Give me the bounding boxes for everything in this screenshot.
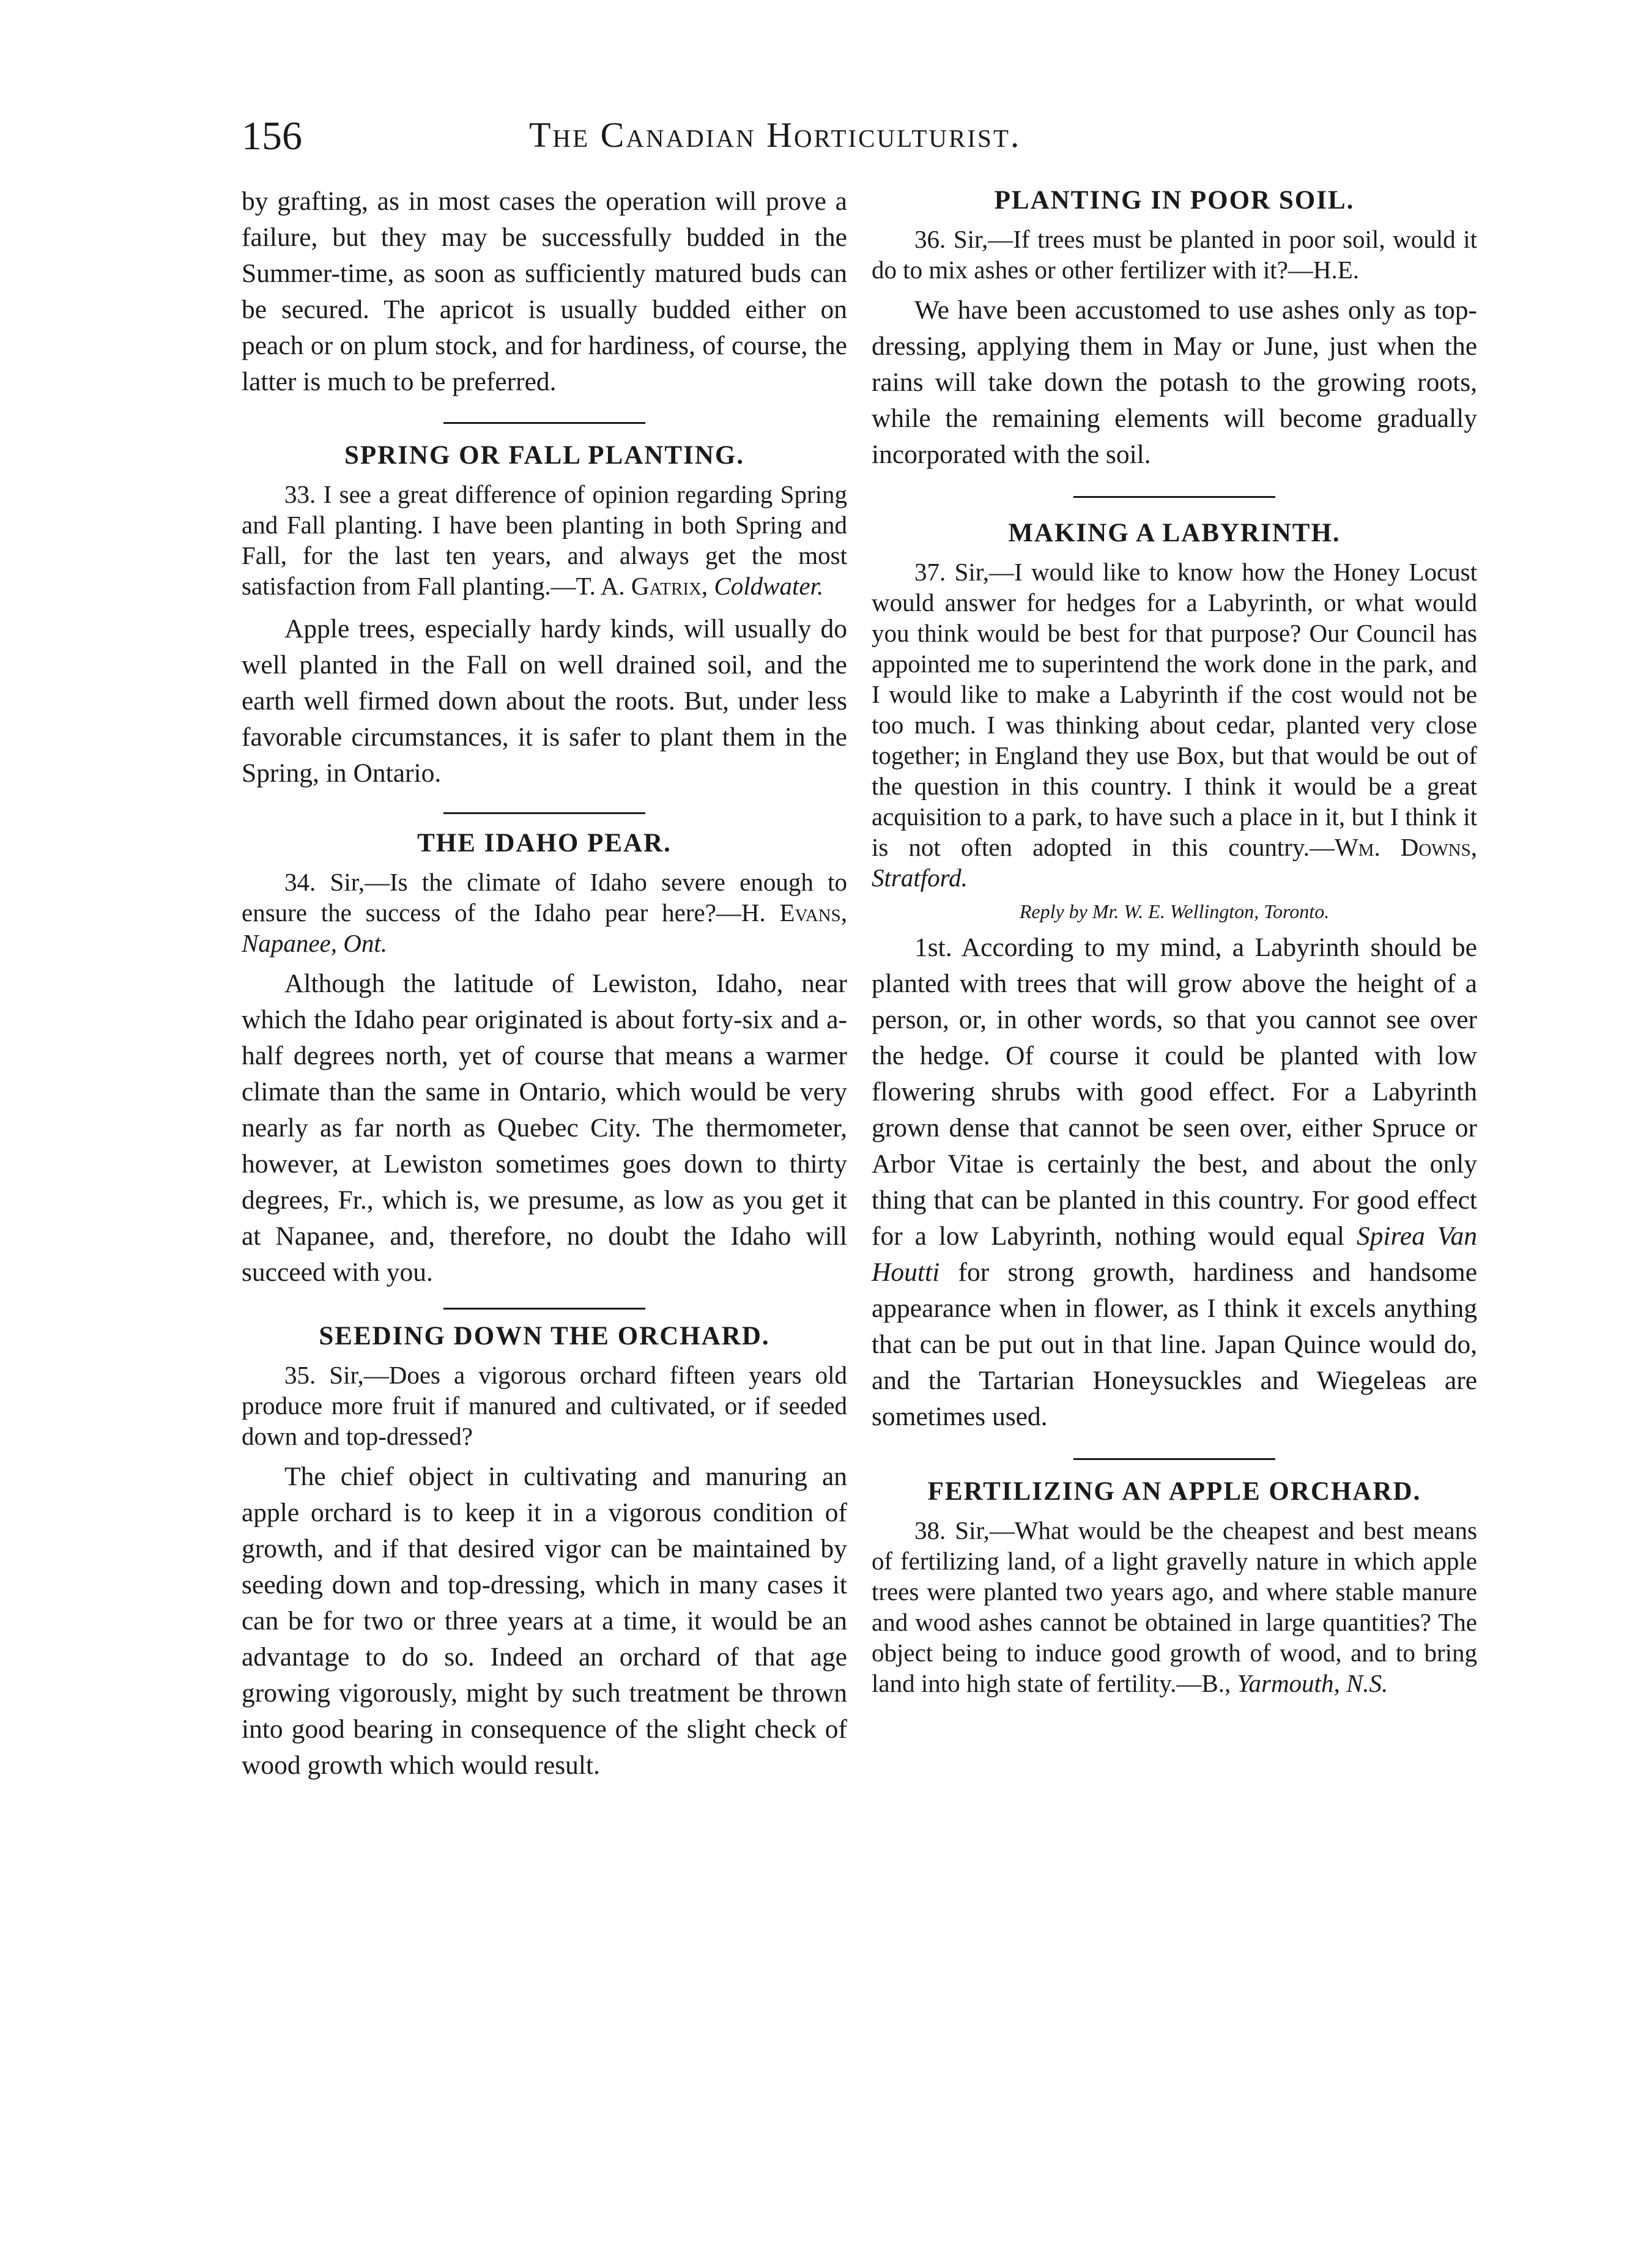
- section-34: [242, 826, 847, 1291]
- section-heading: PLANTING IN POOR SOIL.: [994, 186, 1355, 215]
- signature: T. A. Gatrix,: [576, 572, 708, 600]
- page-number: 156: [242, 114, 302, 158]
- place: Napanee, Ont.: [242, 929, 387, 957]
- answer-text: We have been accustomed to use ashes only as top-dressing, applying them in May or June, just when the rains will take down the potash to the growing roots, while the remaining elements will become gradually incorporated with the soil.: [872, 295, 1477, 469]
- species-name: Spirea Van Houtti: [872, 1221, 1478, 1287]
- place: Stratford.: [872, 864, 968, 892]
- question-text: 36. Sir,—If trees must be planted in poor soil, would it do to mix ashes or other fertilizer with it?—H.E.: [872, 225, 1477, 284]
- running-title: The Canadian Horticulturist.: [529, 115, 1021, 155]
- page-header: [242, 104, 1177, 177]
- signature: Wm. Downs,: [1334, 833, 1477, 861]
- section-36: [872, 183, 1477, 473]
- section-37: [872, 516, 1477, 1435]
- answer-text: Although the latitude of Lewiston, Idaho, near which the Idaho pear originated is about forty-six and a-half degrees north, yet of course that means a warmer climate than the same in Ontario, which would be very nearly as far north as Quebec City. The thermometer, however, at Lewiston sometimes goes down to thirty degrees, Fr., which is, we presume, as low as you get it at Napanee, and, therefore, no doubt the Idaho will succeed with you.: [242, 969, 847, 1287]
- section-33: [242, 439, 847, 791]
- section-heading: MAKING A LABYRINTH.: [1008, 519, 1341, 547]
- section-heading: FERTILIZING AN APPLE ORCHARD.: [927, 1477, 1421, 1506]
- question-text: 33. I see a great difference of opinion regarding Spring and Fall planting. I have been planting in both Spring and Fall, for the last ten years, and always get the most satisfaction from Fall planting.—T. A. Gatrix, Coldwater.: [242, 480, 847, 600]
- section-heading: THE IDAHO PEAR.: [417, 829, 672, 858]
- question-text: 34. Sir,—Is the climate of Idaho severe enough to ensure the success of the Idaho pear here?—H. Evans, Napanee, Ont.: [242, 868, 847, 957]
- section-38: [872, 1475, 1477, 1699]
- continued-paragraph: by grafting, as in most cases the operation will prove a failure, but they may be successfully budded in the Summer-time, as soon as sufficiently matured buds can be secured. The apricot is usually budded either on peach or on plum stock, and for hardiness, of course, the latter is much to be preferred.: [242, 187, 847, 396]
- question-text: 35. Sir,—Does a vigorous orchard fifteen years old produce more fruit if manured and cultivated, or if seeded down and top-dressed?: [242, 1361, 847, 1450]
- answer-text: 1st. According to my mind, a Labyrinth should be planted with trees that will grow above the height of a person, or, in other words, so that you cannot see over the hedge. Of course it could be planted with low flowering shrubs with good effect. For a Labyrinth grown dense that cannot be seen over, either Spruce or Arbor Vitae is certainly the best, and about the only thing that can be planted in this country. For good effect for a low Labyrinth, nothing would equal Spirea Van Houtti for strong growth, hardiness and handsome appearance when in flower, as I think it excels anything that can be put out in that line. Japan Quince would do, and the Tartarian Honeysuckles and Wiegeleas are sometimes used.: [872, 933, 1478, 1431]
- section-heading: SPRING OR FALL PLANTING.: [344, 441, 745, 470]
- section-divider: [443, 422, 645, 424]
- section-divider: [1073, 1458, 1275, 1460]
- answer-text: The chief object in cultivating and manuring an apple orchard is to keep it in a vigorous condition of growth, and if that desired vigor can be maintained by seeding down and top-dressing, which in many cases it can be for two or three years at a time, it would be an advantage to do so. Indeed an orchard of that age growing vigorously, might by such treatment be thrown into good bearing in consequence of the slight check of wood growth which would result.: [242, 1462, 847, 1780]
- right-column: [872, 183, 1477, 1699]
- place: Coldwater.: [714, 572, 824, 600]
- section-divider: [443, 1308, 645, 1310]
- section-35: [242, 1319, 847, 1784]
- question-text: 38. Sir,—What would be the cheapest and best means of fertilizing land, of a light gravelly nature in which apple trees were planted two years ago, and where stable manure and wood ashes cannot be obtained in large quantities? The object being to induce good growth of wood, and to bring land into high state of fertility.—B., Yarmouth, N.S.: [872, 1516, 1477, 1697]
- section-divider: [1073, 496, 1275, 498]
- question-text: 37. Sir,—I would like to know how the Honey Locust would answer for hedges for a Labyrinth, or what would you think would be best for that purpose? Our Council has appointed me to superintend the work done in the park, and I would like to make a Labyrinth if the cost would not be too much. I was thinking about cedar, planted very close together; in England they use Box, but that would be out of the question in this country. I think it would be a great acquisition to a park, to have such a place in it, but I think it is not often adopted in this country.—Wm. Downs, Stratford.: [872, 558, 1477, 892]
- answer-text: Apple trees, especially hardy kinds, will usually do well planted in the Fall on well drained soil, and the earth well firmed down about the roots. But, under less favorable circumstances, it is safer to plant them in the Spring, in Ontario.: [242, 614, 847, 788]
- place: Yarmouth, N.S.: [1237, 1669, 1388, 1697]
- signature: H. Evans,: [741, 899, 847, 927]
- section-divider: [443, 812, 645, 814]
- reply-byline: Reply by Mr. W. E. Wellington, Toronto.: [1019, 900, 1330, 922]
- section-heading: SEEDING DOWN THE ORCHARD.: [319, 1322, 770, 1351]
- left-column: [242, 183, 847, 1784]
